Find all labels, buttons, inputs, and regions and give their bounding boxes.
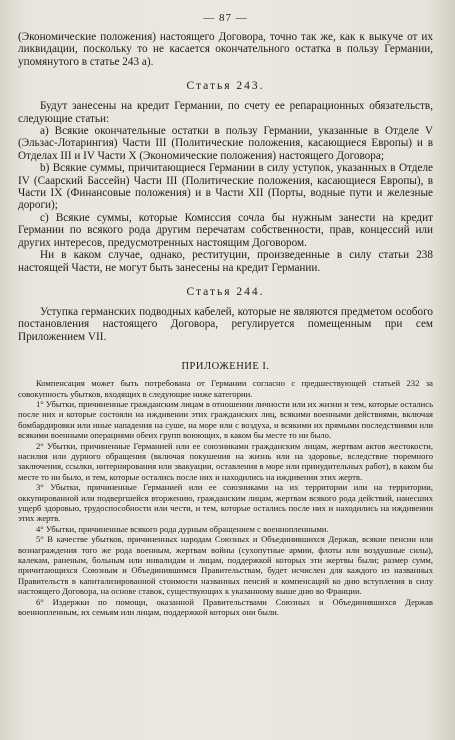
annex-lead: Компенсация может быть потребована от Германии согласно с предшествующей статьей 232 за совокупность убытков, входящих в следующие ниже категории. xyxy=(18,378,433,399)
annex-item: 6° Издержки по помощи, оказанной Правительствами Союзных и Объединившихся Держав военнопленным, их семьям или лицам, поддержкой которых они были. xyxy=(18,596,433,618)
page-number: — 87 — xyxy=(203,12,248,24)
annex-body xyxy=(18,378,433,617)
article-244-heading: Статья 244. xyxy=(186,285,265,298)
article-243-item-c: c) Всякие суммы, которые Комиссия сочла бы нужным занести на кредит Германии по всякого рода другим перечатам собственности, прав, концессий или других интересов, предусмотренных настоящим Договором. xyxy=(18,211,433,249)
article-243-heading: Статья 243. xyxy=(186,80,265,93)
intro-paragraph: (Экономические положения) настоящего Договора, точно так же, как к выкуче от их ликвидации, поскольку то не касается окончательного остатка в пользу Германии, упомянутого в статье 243 а). xyxy=(18,31,433,68)
article-243-lead: Будут занесены на кредит Германии, по счету ее репарационных обязательств, следующие статьи: xyxy=(18,100,433,125)
annex-title: ПРИЛОЖЕНИЕ I. xyxy=(181,361,270,373)
annex-item: 1° Убытки, причиненные гражданским лицам в отношении личности или их жизни и тем, которые остались после них и которые состояли на иждивении этих гражданских лиц, всякими военными действиями, включая бомбардировки или иные нападения на суше, на море или с воздуха, и всякими их прямыми последствиями или всякими военными операциями обеих групп воюющих, в каком бы месте то ни было. xyxy=(18,398,433,441)
annex-item: 2° Убытки, причиненные Германией или ее союзниками гражданским лицам, жертвам актов жестокости, насилия или дурного обращения (включая покушения на жизнь или на здоровье, вследствие тюремного заключения, ссылки, интернирования или эвакуации, оставления в море или принудительных работ), в каком бы месте то ни было, и тем, которые остались после них и находились на иждивении этих жертв. xyxy=(18,440,433,482)
article-243-item-b: b) Всякие суммы, причитающиеся Германии в силу уступок, указанных в Отделе IV (Саарский Бассейн) Части III (Политические положения, касающиеся Европы), в Части IX (Финансовые положения) и в Части XII (Порты, водные пути и железные дороги); xyxy=(18,162,433,212)
annex-item: 5° В качестве убытков, причиненных народам Союзных и Объединившихся Держав, всякие пенсии или вознаграждения того же рода военным, жертвам войны (сухопутные армии, флоты или воздушные силы), калекам, раненым, больным или инвалидам и лицам, поддержкой которых эти жертвы были; размер сумм, причитающихся Союзным и Объединившимся Правительствам, будет исчислен для каждого из названных Правительств в капитализированной стоимости названных пенсий и компенсаций ко дню вступления в силу настоящего Договора, на основе ставок, существующих к указанному выше дню во Франции. xyxy=(18,534,433,597)
annex-item: 3° Убытки, причиненные Германией или ее союзниками на их территории или на территории, оккупированной или подвергшейся вторжению, гражданским лицам, жертвам всякого рода действий, нанесших ущерб здоровью, трудоспособности или чести, и тем, которые остались после них и находились на иждивении этих жертв. xyxy=(18,482,433,524)
article-244-text: Уступка германских подводных кабелей, которые не являются предметом особого постановления настоящего Договора, регулируется помещенным при сем Приложением VII. xyxy=(18,305,433,343)
article-243-tail: Ни в каком случае, однако, реституции, произведенные в силу статьи 238 настоящей Части, не могут быть занесены на кредит Германии. xyxy=(18,249,433,274)
article-243-item-a: a) Всякие окончательные остатки в пользу Германии, указанные в Отделе V (Эльзас-Лотарингия) Части III (Политические положения, касающиеся Европы) и в Отделах III и IV Части X (Экономические положения) настоящего Договора; xyxy=(18,125,433,162)
annex-item: 4° Убытки, причиненные всякого рода дурным обращением с военнопленными. xyxy=(36,523,329,534)
